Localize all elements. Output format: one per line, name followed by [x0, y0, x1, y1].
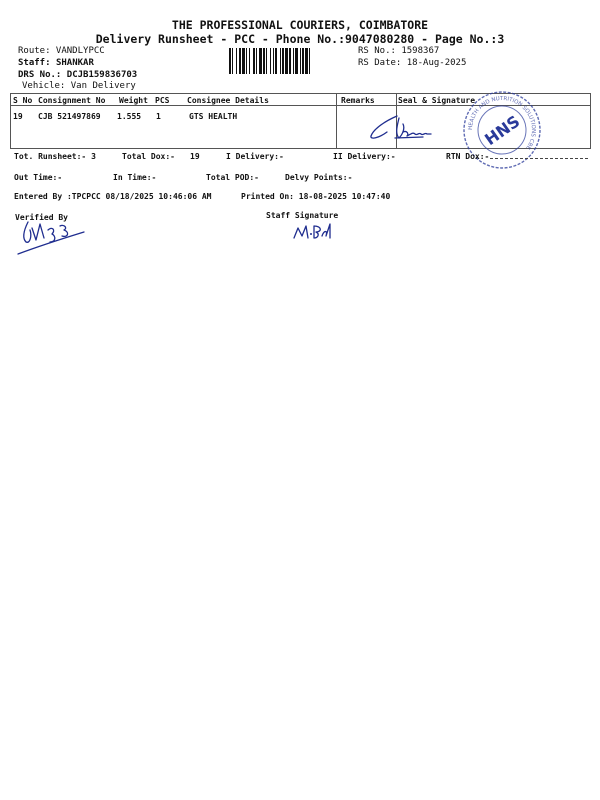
vehicle-text: Vehicle: Van Delivery — [22, 81, 136, 91]
route-text: Route: VANDLYPCC — [18, 46, 105, 56]
barcode-bar — [285, 48, 288, 74]
drs-value: DCJB159836703 — [66, 70, 138, 80]
receiver-signature — [365, 112, 435, 144]
barcode-bar — [293, 48, 294, 74]
verified-by-label: Verified By — [15, 213, 68, 222]
rs-date: RS Date: 18-Aug-2025 — [358, 58, 467, 68]
delvy-points-label: Delvy Points:- — [285, 173, 353, 182]
row-consignee: GTS HEALTH — [189, 112, 238, 121]
barcode-bar — [242, 48, 245, 74]
barcode-bar — [253, 48, 255, 74]
barcode-bar — [295, 48, 298, 74]
seal-center-text: HNS — [481, 111, 524, 150]
row-consignment: CJB 521497869 — [38, 112, 101, 121]
rtn-dox-label: RTN Dox:- — [446, 152, 490, 161]
barcode-bar — [289, 48, 291, 74]
seal-ring-text: HEALTH AND NUTRITION SOLUTIONS CBE — [467, 95, 537, 151]
barcode-bar — [270, 48, 271, 74]
col-header-consignment: Consignment No — [38, 96, 106, 105]
i-delivery-label: I Delivery:- — [226, 152, 284, 161]
col-header-sno: S No — [13, 96, 33, 105]
barcode-bar — [282, 48, 284, 74]
total-dox-label: Total Dox:- — [122, 152, 175, 161]
barcode-bar — [249, 48, 250, 74]
staff-signature-label: Staff Signature — [266, 211, 339, 220]
row-weight: 1.555 — [117, 112, 142, 121]
staff-signature — [292, 220, 334, 244]
barcode-bar — [273, 48, 274, 74]
col-header-pcs: PCS — [155, 96, 170, 105]
barcode-bar — [256, 48, 257, 74]
barcode-bar — [300, 48, 301, 74]
runsheet-subtitle: Delivery Runsheet - PCC - Phone No.:9047080280 - Page No.:3 — [95, 32, 505, 46]
barcode-image — [229, 48, 352, 74]
barcode-bar — [305, 48, 308, 74]
total-dox-value: 19 — [190, 152, 200, 161]
col-header-consignee: Consignee Details — [187, 96, 269, 105]
col-header-seal: Seal & Signature — [398, 96, 476, 105]
tot-runsheet: Tot. Runsheet:- 3 — [14, 152, 96, 161]
barcode-bar — [302, 48, 304, 74]
ii-delivery-label: II Delivery:- — [333, 152, 396, 161]
company-title: THE PROFESSIONAL COURIERS, COIMBATORE — [171, 18, 429, 32]
rtn-dox-dashes — [490, 158, 588, 159]
barcode-bar — [246, 48, 247, 74]
col-header-remarks: Remarks — [341, 96, 375, 105]
staff-label: Staff: — [18, 58, 51, 68]
staff-line — [18, 58, 94, 68]
in-time-label: In Time:- — [113, 173, 157, 182]
rs-number: RS No.: 1598367 — [358, 46, 440, 56]
verifier-signature — [14, 216, 88, 258]
barcode-bar — [232, 48, 233, 74]
printed-on: Printed On: 18-08-2025 10:47:40 — [241, 192, 391, 201]
staff-value: SHANKAR — [55, 58, 94, 68]
barcode-bar — [309, 48, 310, 74]
out-time-label: Out Time:- — [14, 173, 63, 182]
col-header-weight: Weight — [119, 96, 148, 105]
row-sno: 19 — [13, 112, 23, 121]
entered-by: Entered By :TPCPCC 08/18/2025 10:46:06 AM — [14, 192, 212, 201]
barcode-bar — [280, 48, 281, 74]
barcode-bar — [275, 48, 277, 74]
barcode-bar — [266, 48, 267, 74]
remarks-divider — [336, 94, 337, 148]
total-pod-label: Total POD:- — [206, 173, 259, 182]
barcode-bar — [229, 48, 231, 74]
barcode-bar — [259, 48, 262, 74]
drs-line — [18, 70, 137, 80]
barcode-bar — [236, 48, 237, 74]
barcode-bar — [239, 48, 241, 74]
drs-label: DRS No.: — [18, 70, 62, 80]
barcode-bar — [263, 48, 265, 74]
row-pcs: 1 — [156, 112, 161, 121]
